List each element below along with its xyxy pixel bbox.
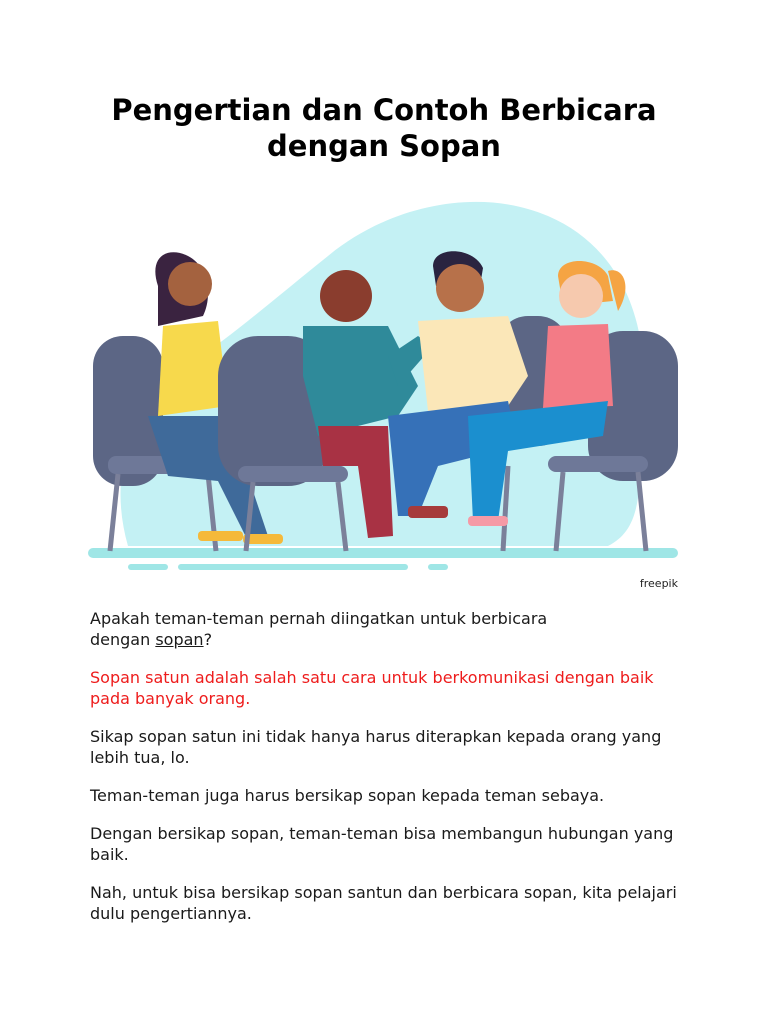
people-talking-illustration bbox=[88, 176, 680, 576]
image-credit: freepik bbox=[639, 577, 678, 590]
paragraph: Sikap sopan satun ini tidak hanya harus diterapkan kepada orang yang lebih tua, lo. bbox=[90, 727, 662, 767]
paragraph: Dengan bersikap sopan, teman-teman bisa membangun hubungan yang baik. bbox=[90, 824, 674, 864]
highlight-paragraph: Sopan satun adalah salah satu cara untuk berkomunikasi dengan baik pada banyak orang. bbox=[90, 668, 654, 708]
article-body bbox=[90, 608, 680, 941]
paragraph: Teman-teman juga harus bersikap sopan kepada teman sebaya. bbox=[90, 786, 605, 805]
paragraph-text: Apakah teman-teman pernah diingatkan untuk berbicara bbox=[90, 609, 548, 628]
paragraph bbox=[90, 608, 680, 650]
floor-dash bbox=[178, 564, 408, 570]
floor-dash bbox=[128, 564, 168, 570]
floor-dash bbox=[428, 564, 448, 570]
paragraph-text: dengan bbox=[90, 630, 156, 649]
sopan-link[interactable]: sopan bbox=[155, 630, 204, 649]
page-title: Pengertian dan Contoh Berbicara dengan Sopan bbox=[111, 93, 657, 163]
paragraph: Nah, untuk bisa bersikap sopan santun dan berbicara sopan, kita pelajari dulu pengertiannya. bbox=[90, 883, 677, 923]
floor-line bbox=[88, 548, 678, 558]
paragraph-text: ? bbox=[203, 630, 213, 649]
